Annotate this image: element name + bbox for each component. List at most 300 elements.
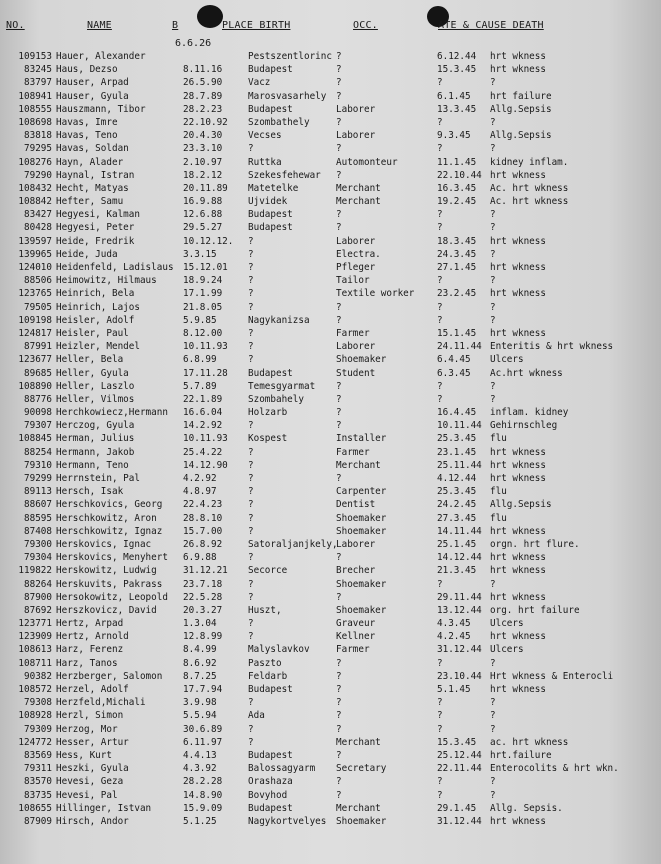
record-name: Heszki, Gyula <box>56 763 129 775</box>
record-number: 108928 <box>18 710 52 722</box>
record-birth-date: 2.10.97 <box>183 156 223 168</box>
record-death-cause: Ulcers <box>490 644 524 656</box>
table-row <box>0 498 661 511</box>
record-death-date: ? <box>437 116 443 128</box>
record-birth-date: 3.3.15 <box>183 248 217 260</box>
record-death-cause: inflam. kidney <box>490 407 569 419</box>
record-birth-place: Ruttka <box>248 156 282 168</box>
record-death-date: 14.11.44 <box>437 525 482 537</box>
record-occupation: Shoemaker <box>336 354 387 366</box>
table-row <box>0 604 661 617</box>
record-death-cause: Enteritis & hrt wkness <box>490 341 614 353</box>
record-name: Hauser, Gyula <box>56 90 129 102</box>
record-occupation: Automonteur <box>336 156 398 168</box>
record-number: 79310 <box>24 459 52 471</box>
record-death-date: 14.12.44 <box>437 552 482 564</box>
record-number: 79307 <box>24 420 52 432</box>
record-birth-place: Vacz <box>248 77 271 89</box>
record-occupation: ? <box>336 169 342 181</box>
record-birth-date: 5.7.89 <box>183 380 217 392</box>
record-occupation: Farmer <box>336 644 370 656</box>
record-death-cause: Ac.hrt wkness <box>490 367 563 379</box>
record-number: 90098 <box>24 407 52 419</box>
record-death-date: 24.11.44 <box>437 341 482 353</box>
record-death-date: ? <box>437 723 443 735</box>
record-birth-date: 18.9.24 <box>183 275 223 287</box>
record-number: 123771 <box>18 618 52 630</box>
record-death-cause: ? <box>490 209 496 221</box>
record-birth-date: 28.8.10 <box>183 512 223 524</box>
record-number: 88254 <box>24 446 52 458</box>
record-birth-place: ? <box>248 341 254 353</box>
table-row <box>0 525 661 538</box>
record-number: 79290 <box>24 169 52 181</box>
ink-blot <box>197 5 223 28</box>
record-death-date: 4.12.44 <box>437 473 477 484</box>
table-row <box>0 221 661 234</box>
record-death-date: 27.1.45 <box>437 262 477 273</box>
record-name: Hegyesi, Peter <box>56 222 135 234</box>
record-occupation: ? <box>336 51 342 62</box>
record-death-cause: ? <box>490 116 496 128</box>
table-row <box>0 762 661 775</box>
record-death-date: 23.1.45 <box>437 446 477 458</box>
table-row <box>0 63 661 76</box>
record-death-date: 11.1.45 <box>437 156 477 168</box>
record-number: 87408 <box>24 525 52 537</box>
record-death-date: ? <box>437 301 443 313</box>
table-row <box>0 50 661 63</box>
record-number: 108842 <box>18 196 52 208</box>
record-birth-place: Vecses <box>248 130 282 142</box>
record-death-date: 24.3.45 <box>437 248 477 260</box>
record-birth-place: Budapest <box>248 103 293 115</box>
record-number: 87900 <box>24 591 52 603</box>
record-death-date: 31.12.44 <box>437 815 482 827</box>
record-name: Hersch, Isak <box>56 486 124 498</box>
table-row <box>0 472 661 485</box>
record-death-cause: hrt wkness <box>490 459 546 471</box>
record-death-date: 25.3.45 <box>437 486 477 498</box>
record-name: Herskuvits, Pakrass <box>56 578 163 590</box>
record-death-cause: hrt wkness <box>490 631 546 643</box>
record-name: Hevesi, Pal <box>56 789 118 801</box>
record-birth-date: 8.11.16 <box>183 64 223 76</box>
record-name: Hauer, Alexander <box>56 51 146 62</box>
record-birth-place: ? <box>248 578 254 590</box>
record-number: 88776 <box>24 393 52 405</box>
record-death-date: ? <box>437 697 443 709</box>
table-row <box>0 723 661 736</box>
record-birth-place: Balossagyarm <box>248 763 316 775</box>
header-birth-date: B <box>172 20 179 31</box>
record-death-date: ? <box>437 657 443 669</box>
record-death-cause: Allg.Sepsis <box>490 103 552 115</box>
record-name: Heizler, Mendel <box>56 341 140 353</box>
record-birth-date: 22.10.92 <box>183 116 228 128</box>
record-birth-date: 8.6.92 <box>183 657 217 669</box>
record-occupation: ? <box>336 301 342 313</box>
record-number: 124817 <box>18 327 52 339</box>
record-death-cause: hrt.failure <box>490 749 552 761</box>
table-row <box>0 775 661 788</box>
record-name: Herzl, Simon <box>56 710 124 722</box>
record-death-date: 5.1.45 <box>437 684 471 695</box>
record-birth-date: 28.2.23 <box>183 103 223 115</box>
record-death-date: 13.3.45 <box>437 103 477 115</box>
record-occupation: Merchant <box>336 802 381 814</box>
record-death-date: ? <box>437 393 443 405</box>
record-death-date: 25.11.44 <box>437 459 482 471</box>
record-death-cause: Hrt wkness & Enterocli <box>490 670 614 682</box>
record-death-date: ? <box>437 380 443 392</box>
record-death-cause: ac. hrt wkness <box>490 736 569 748</box>
record-birth-place: ? <box>248 473 254 484</box>
record-death-date: 19.2.45 <box>437 196 477 208</box>
record-occupation: Shoemaker <box>336 815 387 827</box>
record-occupation: Merchant <box>336 459 381 471</box>
record-birth-date: 12.6.88 <box>183 209 223 221</box>
record-occupation: ? <box>336 670 342 682</box>
record-occupation: ? <box>336 723 342 735</box>
record-birth-place: ? <box>248 736 254 748</box>
record-death-cause: Ulcers <box>490 618 524 630</box>
record-birth-date: 20.11.89 <box>183 182 228 194</box>
record-birth-place: Malyslavkov <box>248 644 310 656</box>
record-birth-date: 26.8.92 <box>183 538 223 550</box>
record-name: Heimowitz, Hilmaus <box>56 275 157 287</box>
record-birth-date: 5.1.25 <box>183 815 217 827</box>
table-row <box>0 670 661 683</box>
record-birth-date: 20.4.30 <box>183 130 223 142</box>
record-birth-place: Budapest <box>248 749 293 761</box>
record-birth-place: ? <box>248 420 254 432</box>
record-occupation: ? <box>336 143 342 155</box>
record-occupation: ? <box>336 90 342 102</box>
record-number: 123677 <box>18 354 52 366</box>
record-name: Herzel, Adolf <box>56 684 129 695</box>
record-name: Heisler, Adolf <box>56 314 135 326</box>
record-death-date: ? <box>437 143 443 155</box>
table-row <box>0 802 661 815</box>
record-number: 108845 <box>18 433 52 445</box>
record-birth-date: 26.5.90 <box>183 77 223 89</box>
record-occupation: ? <box>336 684 342 695</box>
record-death-cause: Ulcers <box>490 354 524 366</box>
record-death-date: ? <box>437 209 443 221</box>
record-death-cause: ? <box>490 393 496 405</box>
record-death-cause: hrt wkness <box>490 262 546 273</box>
record-death-cause: hrt wkness <box>490 525 546 537</box>
record-name: Heller, Bela <box>56 354 124 366</box>
record-birth-place: Paszto <box>248 657 282 669</box>
record-name: Heide, Juda <box>56 248 118 260</box>
record-name: Heller, Vilmos <box>56 393 135 405</box>
record-occupation: Laborer <box>336 130 376 142</box>
record-death-date: 4.2.45 <box>437 631 471 643</box>
table-row <box>0 116 661 129</box>
table-row <box>0 736 661 749</box>
record-birth-date: 1.3.04 <box>183 618 217 630</box>
record-birth-place: ? <box>248 512 254 524</box>
record-birth-place: ? <box>248 446 254 458</box>
record-death-cause: ? <box>490 710 496 722</box>
record-occupation: ? <box>336 591 342 603</box>
record-occupation: ? <box>336 776 342 788</box>
record-number: 79505 <box>24 301 52 313</box>
record-death-cause: ? <box>490 301 496 313</box>
record-death-date: 22.10.44 <box>437 169 482 181</box>
record-death-date: 29.11.44 <box>437 591 482 603</box>
record-birth-date: 14.2.92 <box>183 420 223 432</box>
record-number: 88264 <box>24 578 52 590</box>
record-name: Hauser, Arpad <box>56 77 129 89</box>
record-birth-place: ? <box>248 354 254 366</box>
record-name: Heller, Gyula <box>56 367 129 379</box>
record-birth-place: ? <box>248 486 254 498</box>
record-death-cause: ? <box>490 776 496 788</box>
record-occupation: Graveur <box>336 618 376 630</box>
table-row <box>0 564 661 577</box>
record-birth-date: 5.5.94 <box>183 710 217 722</box>
table-row <box>0 551 661 564</box>
record-birth-date: 12.8.99 <box>183 631 223 643</box>
record-number: 79311 <box>24 763 52 775</box>
record-name: Heide, Fredrik <box>56 235 135 247</box>
table-row <box>0 749 661 762</box>
record-birth-date: 16.6.04 <box>183 407 223 419</box>
record-birth-date: 3.9.98 <box>183 697 217 709</box>
record-number: 89685 <box>24 367 52 379</box>
record-death-cause: Enterocolits & hrt wkn. <box>490 763 619 775</box>
record-name: Hertz, Arpad <box>56 618 124 630</box>
header-place-birth: PLACE BIRTH <box>222 20 291 31</box>
table-row <box>0 696 661 709</box>
record-name: Herskowitz, Ludwig <box>56 565 157 577</box>
record-death-cause: Ac. hrt wkness <box>490 182 569 194</box>
record-occupation: Textile worker <box>336 288 415 300</box>
table-row <box>0 235 661 248</box>
record-birth-date: 4.2.92 <box>183 473 217 484</box>
record-death-date: 6.3.45 <box>437 367 471 379</box>
record-occupation: Shoemaker <box>336 578 387 590</box>
record-birth-place: ? <box>248 459 254 471</box>
record-name: Hauszmann, Tibor <box>56 103 146 115</box>
record-name: Havas, Imre <box>56 116 118 128</box>
record-death-date: ? <box>437 314 443 326</box>
record-occupation: ? <box>336 380 342 392</box>
record-birth-date: 17.1.99 <box>183 288 223 300</box>
record-death-date: 6.1.45 <box>437 90 471 102</box>
record-name: Herszkovicz, David <box>56 604 157 616</box>
record-name: Herschkowitz, Aron <box>56 512 157 524</box>
record-occupation: Carpenter <box>336 486 387 498</box>
record-death-date: 10.11.44 <box>437 420 482 432</box>
record-birth-place: Nagykortvelyes <box>248 815 327 827</box>
record-death-date: 13.12.44 <box>437 604 482 616</box>
record-death-cause: org. hrt failure <box>490 604 580 616</box>
table-row <box>0 512 661 525</box>
record-death-cause: ? <box>490 380 496 392</box>
record-birth-date: 23.3.10 <box>183 143 223 155</box>
record-number: 79308 <box>24 697 52 709</box>
record-occupation: Shoemaker <box>336 604 387 616</box>
record-birth-date: 6.9.88 <box>183 552 217 564</box>
record-name: Hermann, Teno <box>56 459 129 471</box>
record-number: 83569 <box>24 749 52 761</box>
record-name: Herzfeld,Michali <box>56 697 146 709</box>
record-number: 109198 <box>18 314 52 326</box>
record-number: 108432 <box>18 182 52 194</box>
record-name: Hermann, Jakob <box>56 446 135 458</box>
record-birth-place: ? <box>248 327 254 339</box>
record-number: 139965 <box>18 248 52 260</box>
record-death-cause: hrt wkness <box>490 235 546 247</box>
record-birth-place: Budapest <box>248 684 293 695</box>
record-name: Heinrich, Bela <box>56 288 135 300</box>
record-number: 108613 <box>18 644 52 656</box>
record-occupation: ? <box>336 552 342 564</box>
table-row <box>0 261 661 274</box>
table-row <box>0 419 661 432</box>
table-row <box>0 459 661 472</box>
record-name: Herchkowiecz,Hermann <box>56 407 168 419</box>
record-number: 90382 <box>24 670 52 682</box>
record-occupation: Laborer <box>336 341 376 353</box>
record-death-date: 6.4.45 <box>437 354 471 366</box>
record-name: Herzog, Mor <box>56 723 118 735</box>
record-occupation: Installer <box>336 433 387 445</box>
record-birth-place: Huszt, <box>248 604 282 616</box>
record-death-date: ? <box>437 578 443 590</box>
table-row <box>0 314 661 327</box>
record-number: 79300 <box>24 538 52 550</box>
record-name: Hillinger, Istvan <box>56 802 152 814</box>
record-number: 87991 <box>24 341 52 353</box>
record-death-cause: ? <box>490 697 496 709</box>
record-birth-place: Orashaza <box>248 776 293 788</box>
table-row <box>0 683 661 696</box>
record-death-date: 29.1.45 <box>437 802 477 814</box>
record-number: 88607 <box>24 499 52 511</box>
record-name: Hecht, Matyas <box>56 182 129 194</box>
record-birth-date: 28.7.89 <box>183 90 223 102</box>
record-number: 80428 <box>24 222 52 234</box>
record-occupation: ? <box>336 64 342 76</box>
record-occupation: Kellner <box>336 631 376 643</box>
record-occupation: ? <box>336 209 342 221</box>
record-birth-place: ? <box>248 301 254 313</box>
record-birth-date: 10.12.12. <box>183 235 234 247</box>
record-name: Heinrich, Lajos <box>56 301 140 313</box>
table-row <box>0 591 661 604</box>
record-birth-place: Secorce <box>248 565 288 577</box>
record-occupation: ? <box>336 789 342 801</box>
record-death-date: 9.3.45 <box>437 130 471 142</box>
record-death-date: 21.3.45 <box>437 565 477 577</box>
record-birth-date: 8.7.25 <box>183 670 217 682</box>
record-birth-place: Ujvidek <box>248 196 288 208</box>
table-row <box>0 248 661 261</box>
table-row <box>0 538 661 551</box>
record-name: Herskovics, Menyhert <box>56 552 168 564</box>
record-birth-place: ? <box>248 723 254 735</box>
record-birth-place: Kospest <box>248 433 288 445</box>
record-birth-date: 10.11.93 <box>183 341 228 353</box>
record-birth-place: Marosvasarhely <box>248 90 327 102</box>
record-number: 79304 <box>24 552 52 564</box>
table-row <box>0 353 661 366</box>
record-birth-place: Szombathely <box>248 116 310 128</box>
record-birth-date: 6.8.99 <box>183 354 217 366</box>
record-death-date: 24.2.45 <box>437 499 477 511</box>
table-row <box>0 709 661 722</box>
record-birth-place: ? <box>248 235 254 247</box>
record-birth-date: 28.2.28 <box>183 776 223 788</box>
record-number: 124010 <box>18 262 52 273</box>
record-number: 83797 <box>24 77 52 89</box>
record-occupation: ? <box>336 77 342 89</box>
record-birth-place: Budapest <box>248 367 293 379</box>
record-number: 89113 <box>24 486 52 498</box>
record-birth-date: 14.12.90 <box>183 459 228 471</box>
record-death-cause: Allg. Sepsis. <box>490 802 563 814</box>
record-number: 79299 <box>24 473 52 484</box>
record-birth-place: ? <box>248 525 254 537</box>
record-death-cause: ? <box>490 77 496 89</box>
record-birth-place: Holzarb <box>248 407 288 419</box>
record-birth-date: 21.8.05 <box>183 301 223 313</box>
record-occupation: Secretary <box>336 763 387 775</box>
record-number: 123765 <box>18 288 52 300</box>
record-death-date: 31.12.44 <box>437 644 482 656</box>
record-death-cause: ? <box>490 143 496 155</box>
record-number: 139597 <box>18 235 52 247</box>
record-number: 108711 <box>18 657 52 669</box>
record-death-date: 16.3.45 <box>437 182 477 194</box>
record-occupation: Student <box>336 367 376 379</box>
record-number: 87692 <box>24 604 52 616</box>
record-number: 108655 <box>18 802 52 814</box>
record-death-date: 25.3.45 <box>437 433 477 445</box>
record-occupation: Laborer <box>336 235 376 247</box>
table-row <box>0 156 661 169</box>
record-name: Harz, Ferenz <box>56 644 124 656</box>
record-occupation: Electra. <box>336 248 381 260</box>
record-death-date: 23.2.45 <box>437 288 477 300</box>
table-row <box>0 432 661 445</box>
table-row <box>0 393 661 406</box>
record-name: Heidenfeld, Ladislaus <box>56 262 174 273</box>
record-birth-date: 31.12.21 <box>183 565 228 577</box>
record-birth-date: 17.11.28 <box>183 367 228 379</box>
record-death-date: 22.11.44 <box>437 763 482 775</box>
record-occupation: ? <box>336 116 342 128</box>
record-list <box>0 50 661 828</box>
record-name: Hirsch, Andor <box>56 815 129 827</box>
record-occupation: ? <box>336 420 342 432</box>
record-number: 108698 <box>18 116 52 128</box>
record-birth-date: 4.3.92 <box>183 763 217 775</box>
record-name: Herskovics, Ignac <box>56 538 152 550</box>
record-name: Heisler, Paul <box>56 327 129 339</box>
record-death-cause: ? <box>490 222 496 234</box>
record-birth-place: Budapest <box>248 802 293 814</box>
sub-header-date: 6.6.26 <box>175 38 212 49</box>
record-name: Hess, Kurt <box>56 749 112 761</box>
header-date-cause-death: ATE & CAUSE DEATH <box>438 20 544 31</box>
table-row <box>0 287 661 300</box>
